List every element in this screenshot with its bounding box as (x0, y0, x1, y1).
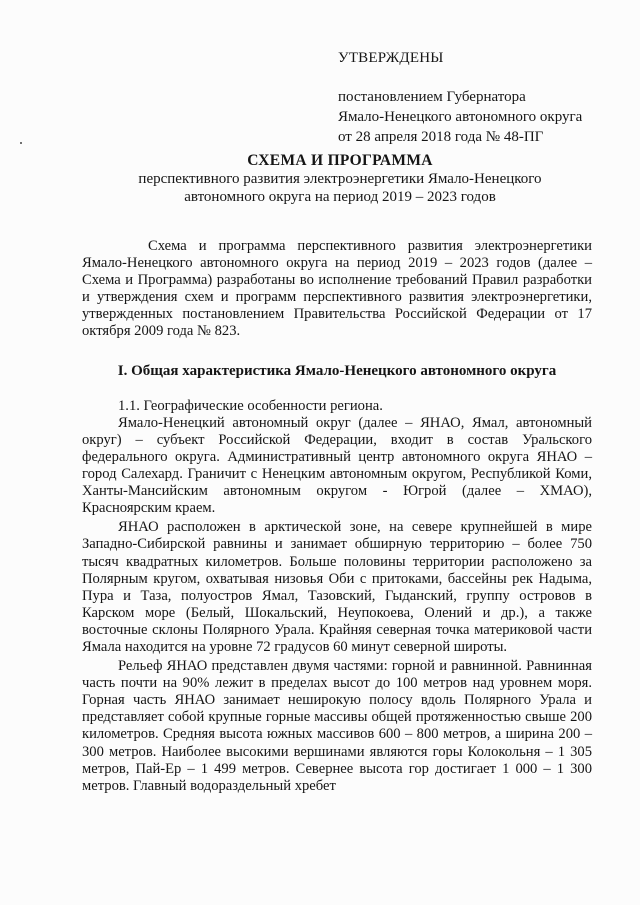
approval-line: от 28 апреля 2018 года № 48-ПГ (338, 129, 544, 145)
approval-heading: УТВЕРЖДЕНЫ (338, 50, 444, 66)
title-main: СХЕМА И ПРОГРАММА (247, 152, 433, 169)
body-paragraph: Рельеф ЯНАО представлен двумя частями: горной и равнинной. Равнинная часть почти на 90% лежит в пределах высот до 100 метров над уровнем моря. Горная часть ЯНАО занимает неширокую полосу вдоль Полярного Урала и представляет собой крупные горные массивы общей протяженностью свыше 200 километров. Средняя высота южных массивов 600 – 800 метров, а ширина 200 – 300 метров. Наиболее высокими вершинами являются горы Колокольня – 1 305 метров, Пай-Ер – 1 499 метров. Севернее высота гор достигает 1 000 – 1 300 метров. Главный водораздельный хребет (82, 658, 592, 794)
approval-line: постановлением Губернатора (338, 89, 526, 105)
approval-stamp (338, 48, 582, 147)
section-heading: I. Общая характеристика Ямало-Ненецкого автономного округа (117, 362, 557, 379)
subsection-heading: 1.1. Географические особенности региона. (118, 397, 383, 414)
approval-line: Ямало-Ненецкого автономного округа (338, 109, 583, 125)
document-body (82, 238, 592, 795)
title-subtitle-line: перспективного развития электроэнергетики Ямало-Ненецкого (138, 171, 542, 187)
intro-paragraph: Схема и программа перспективного развития электроэнергетики Ямало-Ненецкого автономного округа на период 2019 – 2023 годов (далее – Схема и Программа) разработаны во исполнение требований Правил разработки и утверждения схем и программ перспективного развития электроэнергетики, утвержденных постановлением Правительства Российской Федерации от 17 октября 2009 года № 823. (82, 238, 592, 340)
body-paragraph: Ямало-Ненецкий автономный округ (далее – ЯНАО, Ямал, автономный округ) – субъект Российской Федерации, входит в состав Уральского федерального округа. Административный центр автономного округа ЯНАО – город Салехард. Граничит с Ненецким автономным округом, Республикой Коми, Ханты-Мансийским автономным округом - Югрой (далее – ХМАО), Красноярским краем. (82, 414, 592, 517)
body-paragraph: ЯНАО расположен в арктической зоне, на севере крупнейшей в мире Западно-Сибирской равнины и занимает обширную территорию – более 750 тысяч квадратных километров. Больше половины территории расположено за Полярным кругом, охватывая низовья Оби с притоками, бассейны рек Надыма, Пура и Таза, полуостров Ямал, Тазовский, Гыданский, группу островов в Карском море (Белый, Шокальский, Неупокоева, Олений и др.), а также восточные склоны Полярного Урала. Крайняя северная точка материковой части Ямала находится на уровне 72 градусов 60 минут северной широты. (82, 519, 592, 655)
document-title (60, 152, 620, 206)
scan-speck (20, 142, 22, 144)
title-subtitle-line: автономного округа на период 2019 – 2023 годов (184, 189, 496, 205)
